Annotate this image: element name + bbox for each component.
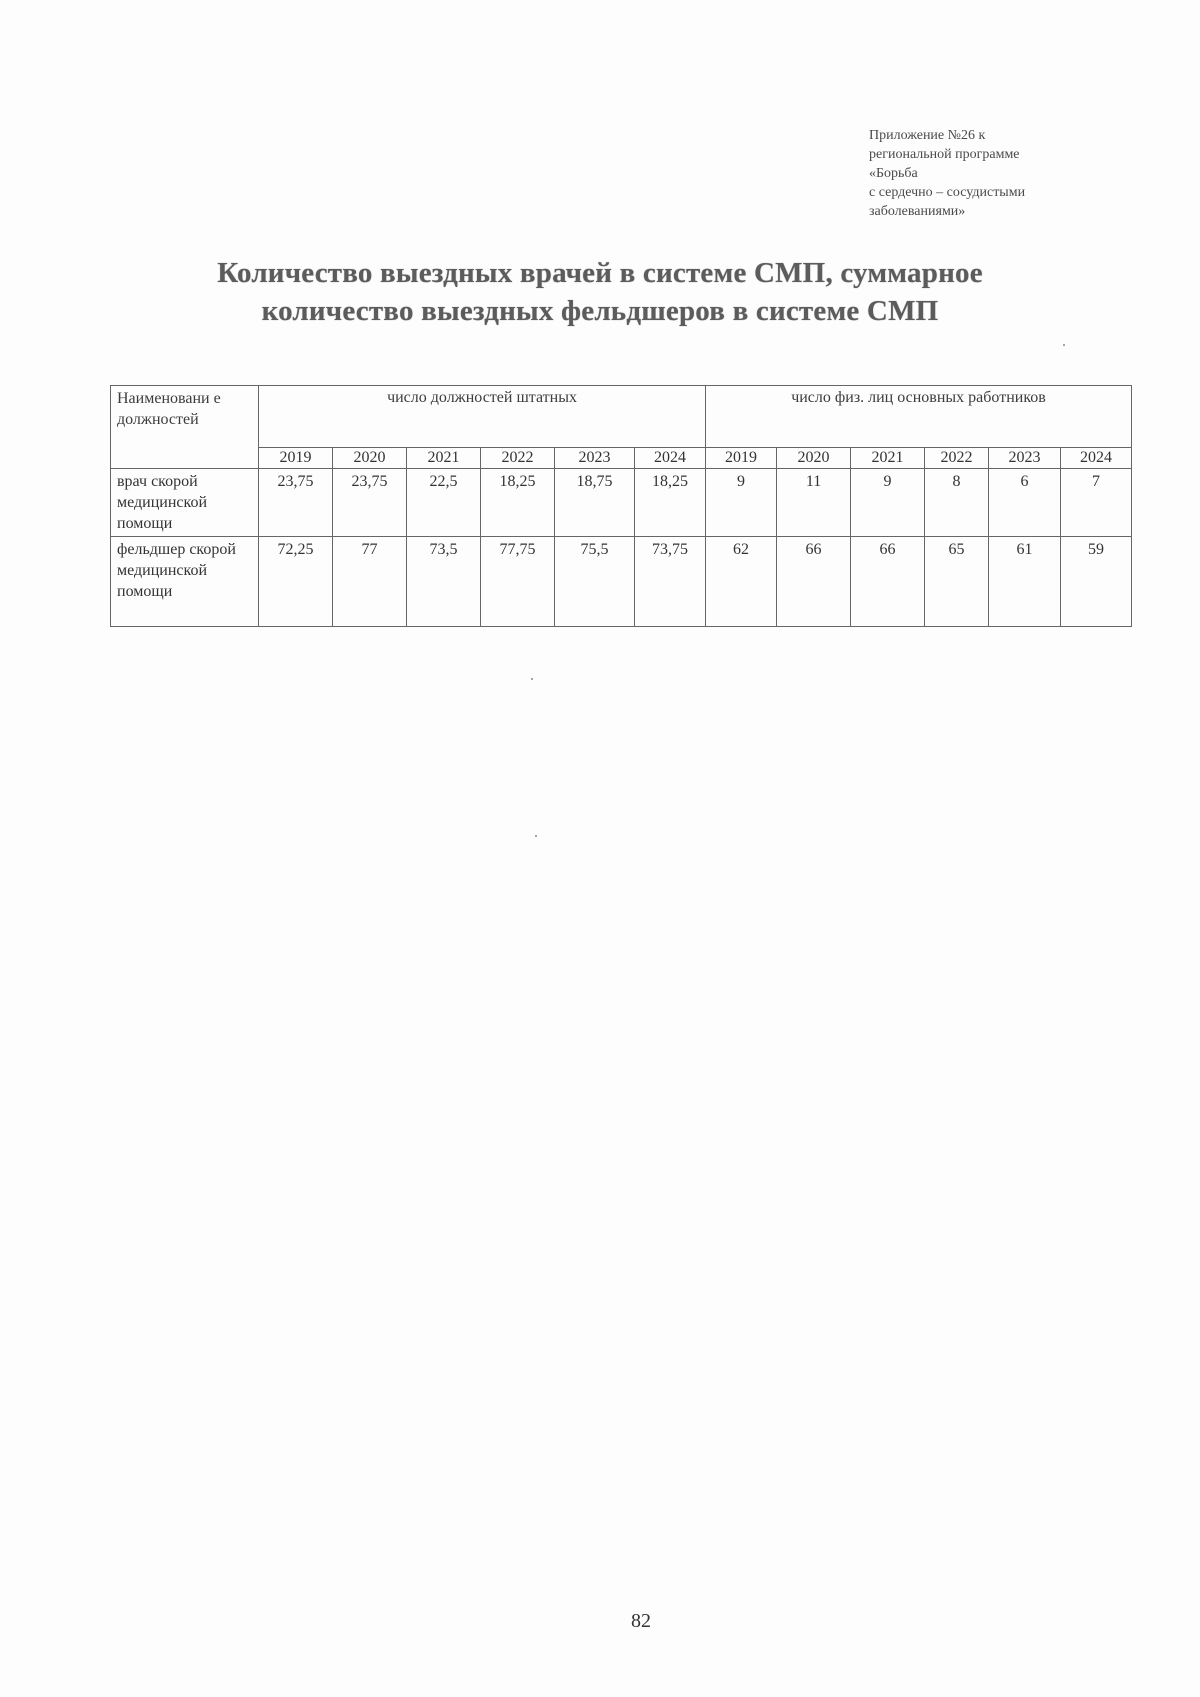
table-years-row xyxy=(111,448,1132,469)
table-cell: 73,75 xyxy=(635,537,706,627)
table-cell: 61 xyxy=(989,537,1061,627)
year-header: 2019 xyxy=(259,448,333,469)
page-title xyxy=(100,254,1100,330)
year-header: 2019 xyxy=(706,448,777,469)
title-line-2: количество выездных фельдшеров в системе СМП xyxy=(261,295,939,327)
table-cell: 6 xyxy=(989,469,1061,537)
year-header: 2022 xyxy=(481,448,555,469)
table-cell: 22,5 xyxy=(407,469,481,537)
year-header: 2023 xyxy=(989,448,1061,469)
year-header: 2021 xyxy=(851,448,925,469)
table-cell: 59 xyxy=(1061,537,1132,627)
year-header: 2022 xyxy=(925,448,989,469)
table-cell: 66 xyxy=(777,537,851,627)
year-header: 2020 xyxy=(333,448,407,469)
annex-line: «Борьба xyxy=(869,166,918,181)
annex-line: заболеваниями» xyxy=(869,204,966,219)
table-cell: 9 xyxy=(851,469,925,537)
table-cell: 9 xyxy=(706,469,777,537)
staff-positions-header: число должностей штатных xyxy=(259,386,706,448)
table-cell: 8 xyxy=(925,469,989,537)
annex-line: региональной программе xyxy=(869,147,1020,162)
year-header: 2021 xyxy=(407,448,481,469)
table-cell: 18,25 xyxy=(481,469,555,537)
year-header: 2023 xyxy=(555,448,635,469)
row-label: фельдшер скорой медицинской помощи xyxy=(111,537,259,627)
scan-speck xyxy=(531,678,533,680)
staffing-table xyxy=(110,385,1132,627)
table-header-row xyxy=(111,386,1132,448)
annex-line: с сердечно – сосудистыми xyxy=(869,185,1026,200)
table-cell: 7 xyxy=(1061,469,1132,537)
page-number: 82 xyxy=(631,1610,651,1632)
table-cell: 65 xyxy=(925,537,989,627)
scan-speck xyxy=(1063,344,1065,346)
table-cell: 73,5 xyxy=(407,537,481,627)
table-row xyxy=(111,537,1132,627)
row-label: врач скорой медицинской помощи xyxy=(111,469,259,537)
table-cell: 77,75 xyxy=(481,537,555,627)
year-header: 2024 xyxy=(1061,448,1132,469)
table-cell: 23,75 xyxy=(333,469,407,537)
year-header: 2024 xyxy=(635,448,706,469)
annex-line: Приложение №26 к xyxy=(869,128,986,143)
table-cell: 23,75 xyxy=(259,469,333,537)
title-line-1: Количество выездных врачей в системе СМП, суммарное xyxy=(217,257,983,289)
employees-header: число физ. лиц основных работников xyxy=(706,386,1132,448)
table-cell: 11 xyxy=(777,469,851,537)
table-cell: 72,25 xyxy=(259,537,333,627)
year-header: 2020 xyxy=(777,448,851,469)
scan-speck xyxy=(535,835,537,837)
table-cell: 62 xyxy=(706,537,777,627)
table-cell: 77 xyxy=(333,537,407,627)
table-cell: 66 xyxy=(851,537,925,627)
table-cell: 75,5 xyxy=(555,537,635,627)
table-cell: 18,25 xyxy=(635,469,706,537)
table-row xyxy=(111,469,1132,537)
annex-note xyxy=(869,126,1109,221)
table-cell: 18,75 xyxy=(555,469,635,537)
position-name-header: Наименовани е должностей xyxy=(111,386,259,469)
